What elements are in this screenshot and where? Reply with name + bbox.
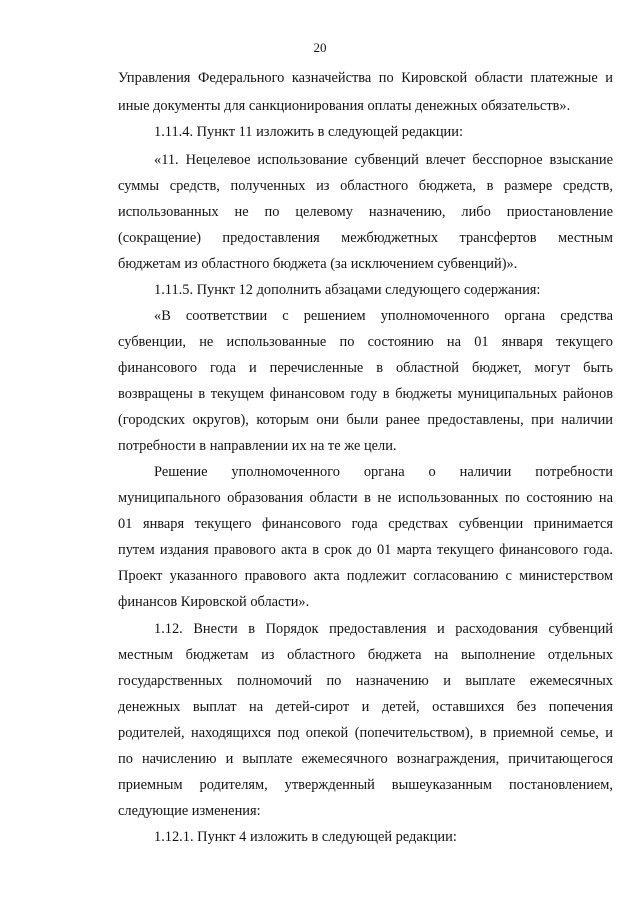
text-line: «В соответствии с решением уполномоченного органа средства [154,308,613,324]
text-line: бюджетам из областного бюджета (за исключением субвенций)». [118,256,518,272]
text-line: путем издания правового акта в срок до 01 марта текущего финансового года. [118,542,613,558]
text-line: (сокращение) предоставления межбюджетных трансфертов местным [118,230,613,246]
text-line: следующие изменения: [118,803,261,819]
text-line: возвращены в текущем финансовом году в бюджеты муниципальных районов [118,386,613,402]
text-line: родителей, находящихся под опекой (попечительством), в приемной семье, и [118,725,613,741]
text-line: Проект указанного правового акта подлежит согласованию с министерством [118,568,613,584]
text-line: 01 января текущего финансового года средствах субвенции принимается [118,516,613,532]
text-line: муниципального образования области в не использованных по состоянию на [118,490,613,506]
text-line: финансового года и перечисленные в областной бюджет, могут быть [118,360,613,376]
text-line: (городских округов), которым они были ранее предоставлены, при наличии [118,412,613,428]
text-line: по начислению и выплате ежемесячного вознаграждения, причитающегося [118,751,613,767]
text-line: Решение уполномоченного органа о наличии потребности [154,464,613,480]
text-line: 1.12.1. Пункт 4 изложить в следующей редакции: [154,829,457,845]
text-line: 1.11.4. Пункт 11 изложить в следующей редакции: [154,124,463,140]
text-line: Управления Федерального казначейства по Кировской области платежные и [118,70,613,86]
text-line: местным бюджетам из областного бюджета на выполнение отдельных [118,647,613,663]
text-line: иные документы для санкционирования оплаты денежных обязательств». [118,98,571,114]
text-line: денежных выплат на детей-сирот и детей, оставшихся без попечения [118,699,613,715]
text-line: «11. Нецелевое использование субвенций влечет бесспорное взыскание [154,152,613,168]
page-number: 20 [313,40,327,55]
text-line: использованных не по целевому назначению, либо приостановление [118,204,613,220]
text-line: приемным родителям, утвержденный вышеуказанным постановлением, [118,777,613,793]
text-line: государственных полномочий по назначению и выплате ежемесячных [118,673,613,689]
text-line: потребности в направлении их на те же цели. [118,438,397,454]
text-line: финансов Кировской области». [118,594,310,610]
text-line: суммы средств, полученных из областного бюджета, в размере средств, [118,178,613,194]
text-line: 1.12. Внести в Порядок предоставления и расходования субвенций [154,621,613,637]
text-line: 1.11.5. Пункт 12 дополнить абзацами следующего содержания: [154,282,541,298]
text-line: субвенции, не использованные по состоянию на 01 января текущего [118,334,613,350]
